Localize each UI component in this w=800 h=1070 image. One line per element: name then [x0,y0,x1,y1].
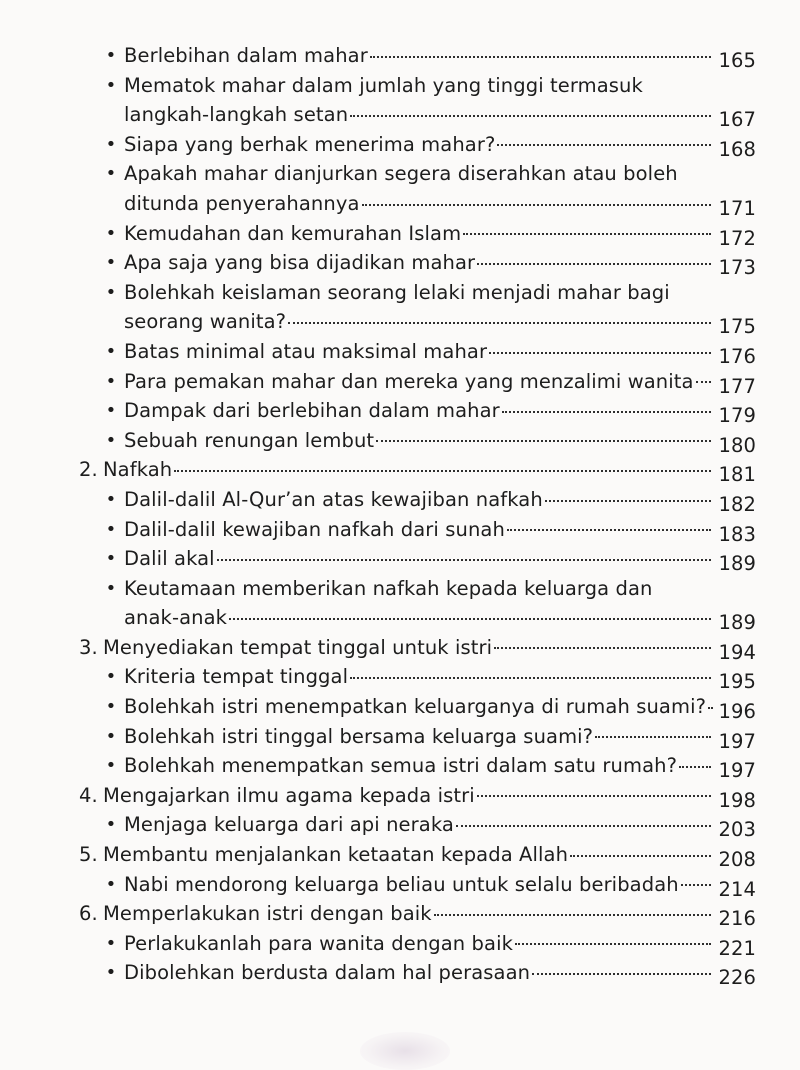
entry-leader-line [124,100,756,130]
bullet-marker: • [105,696,117,718]
page-number: 182 [718,492,756,516]
entry-body [124,662,800,692]
page-number: 168 [718,137,756,161]
entry-body [124,71,800,130]
dot-leader [434,914,711,916]
entry-title-line: Mematok mahar dalam jumlah yang tinggi termasuk [124,73,643,97]
dot-leader [502,411,711,413]
entry-title: Bolehkah istri menempatkan keluarganya di rumah suami? [124,695,707,719]
entry-title: Dibolehkan berdusta dalam hal perasaan [124,961,531,985]
entry-body [124,248,800,278]
bullet-marker: • [105,577,117,599]
page-number: 180 [718,433,756,457]
toc-subentry [0,426,800,456]
dot-leader [463,233,711,235]
dot-leader [595,736,711,738]
bullet-marker: • [105,340,117,362]
table-of-contents [0,41,800,988]
toc-section-entry [0,899,800,929]
entry-body [124,485,800,515]
entry-leader-line [124,810,756,840]
entry-leader-line [124,307,756,337]
entry-body [124,544,800,574]
entry-title: Dalil akal [124,547,215,571]
entry-title: Nabi mendorong keluarga beliau untuk selalu beribadah [124,872,679,896]
bullet-marker: • [105,45,117,66]
page-number: 181 [718,463,756,487]
entry-title: ditunda penyerahannya [124,191,360,215]
entry-title: seorang wanita? [124,310,287,334]
entry-title: Dalil-dalil Al-Qur’an atas kewajiban nafkah [124,487,543,511]
dot-leader [679,766,711,768]
entry-body [124,515,800,545]
bullet-marker: • [105,962,117,984]
dot-leader [489,352,711,354]
page-number: 208 [718,848,756,872]
dot-leader [362,204,711,206]
toc-subentry [0,367,800,397]
bullet-marker: • [105,163,117,185]
entry-body [124,426,800,456]
entry-title: Mengajarkan ilmu agama kepada istri [103,783,475,807]
page-number: 176 [718,344,756,368]
entry-body [103,840,800,870]
dot-leader [497,144,711,146]
page-number: 177 [718,374,756,398]
entry-leader-line [124,337,756,367]
page-number: 226 [718,966,756,990]
page-number: 171 [718,196,756,220]
entry-body [124,278,800,337]
entry-body [103,899,800,929]
page-number: 167 [718,108,756,132]
dot-leader [494,647,711,649]
toc-section-entry [0,781,800,811]
page-number: 203 [718,818,756,842]
toc-subentry [0,248,800,278]
bullet-marker: • [105,400,117,422]
entry-leader-line [124,603,756,633]
entry-title: Siapa yang berhak menerima mahar? [124,132,496,156]
bullet-marker: • [105,548,117,570]
page-number: 195 [718,670,756,694]
section-number: 5. [79,843,98,867]
entry-title: Batas minimal atau maksimal mahar [124,339,488,363]
entry-title: Membantu menjalankan ketaatan kepada Allah [103,843,569,867]
entry-title: Menyediakan tempat tinggal untuk istri [103,635,493,659]
dot-leader [507,529,711,531]
entry-body [103,633,800,663]
toc-subentry [0,722,800,752]
toc-subentry [0,159,800,218]
page-number: 196 [718,700,756,724]
toc-subentry [0,278,800,337]
section-number: 4. [79,783,98,807]
dot-leader [376,440,711,442]
toc-subentry [0,751,800,781]
dot-leader [477,263,711,265]
entry-body [124,41,800,71]
dot-leader [350,115,711,117]
bullet-marker: • [105,429,117,451]
entry-body [124,810,800,840]
bullet-marker: • [105,222,117,244]
entry-body [124,722,800,752]
page-number: 172 [718,226,756,250]
page-number: 175 [718,315,756,339]
dot-leader [708,707,711,709]
entry-body [103,781,800,811]
toc-subentry [0,810,800,840]
bullet-marker: • [105,370,117,392]
dot-leader [696,381,711,383]
page-number: 197 [718,729,756,753]
entry-title: Menjaga keluarga dari api neraka [124,813,454,837]
entry-title: Kriteria tempat tinggal [124,665,349,689]
toc-section-entry [0,455,800,485]
entry-title: Bolehkah istri tinggal bersama keluarga suami? [124,724,594,748]
toc-subentry [0,574,800,633]
page-number: 197 [718,759,756,783]
section-number: 3. [79,635,98,659]
dot-leader [477,795,711,797]
page-number: 189 [718,611,756,635]
bullet-marker: • [105,873,117,895]
bullet-marker: • [105,133,117,155]
toc-subentry [0,544,800,574]
bullet-marker: • [105,252,117,274]
entry-title: Nafkah [103,458,173,482]
entry-body [124,958,800,988]
toc-subentry [0,958,800,988]
print-smudge [360,1032,450,1070]
entry-leader-line [124,929,756,959]
entry-body [103,455,800,485]
entry-leader-line [124,544,756,574]
section-number: 2. [79,458,98,482]
entry-leader-line [124,692,756,722]
dot-leader [288,322,711,324]
bullet-marker: • [105,666,117,688]
entry-leader-line [124,41,756,71]
entry-title-line: Keutamaan memberikan nafkah kepada keluarga dan [124,576,653,600]
entry-body [124,130,800,160]
entry-title: Para pemakan mahar dan mereka yang menzalimi wanita [124,369,694,393]
entry-leader-line [103,899,756,929]
entry-body [124,929,800,959]
toc-subentry [0,870,800,900]
entry-title: Sebuah renungan lembut [124,428,375,452]
dot-leader [174,470,711,472]
entry-leader-line [124,219,756,249]
toc-subentry [0,130,800,160]
bullet-marker: • [105,932,117,954]
page-number: 173 [718,256,756,280]
entry-leader-line [124,485,756,515]
toc-section-entry [0,840,800,870]
page-number: 214 [718,877,756,901]
bullet-marker: • [105,725,117,747]
entry-title: Kemudahan dan kemurahan Islam [124,221,462,245]
page-number: 189 [718,552,756,576]
entry-title: Apa saja yang bisa dijadikan mahar [124,251,476,275]
entry-leader-line [124,396,756,426]
toc-subentry [0,219,800,249]
entry-body [124,870,800,900]
page-number: 216 [718,907,756,931]
toc-subentry [0,41,800,71]
dot-leader [217,559,711,561]
dot-leader [515,943,711,945]
entry-body [124,396,800,426]
dot-leader [350,677,711,679]
page-number: 165 [718,49,756,72]
entry-title: Dalil-dalil kewajiban nafkah dari sunah [124,517,505,541]
entry-title: Memperlakukan istri dengan baik [103,902,432,926]
bullet-marker: • [105,74,117,96]
toc-section-entry [0,633,800,663]
entry-leader-line [124,662,756,692]
entry-title: Bolehkah menempatkan semua istri dalam satu rumah? [124,754,678,778]
entry-body [124,337,800,367]
page-number: 198 [718,788,756,812]
dot-leader [532,973,711,975]
entry-leader-line [124,367,756,397]
entry-body [124,159,800,218]
entry-leader-line [124,722,756,752]
page-number: 183 [718,522,756,546]
entry-leader-line [103,455,756,485]
entry-leader-line [124,189,756,219]
toc-subentry [0,515,800,545]
entry-leader-line [103,633,756,663]
bullet-marker: • [105,814,117,836]
entry-leader-line [124,870,756,900]
toc-subentry [0,929,800,959]
entry-leader-line [124,248,756,278]
entry-leader-line [124,130,756,160]
page-number: 194 [718,640,756,664]
dot-leader [229,618,711,620]
toc-subentry [0,692,800,722]
bullet-marker: • [105,281,117,303]
entry-body [124,219,800,249]
toc-subentry [0,71,800,130]
entry-body [124,367,800,397]
page-number: 221 [718,936,756,960]
entry-leader-line [103,840,756,870]
dot-leader [570,855,711,857]
toc-subentry [0,396,800,426]
entry-leader-line [124,426,756,456]
bullet-marker: • [105,755,117,777]
entry-body [124,692,800,722]
entry-title: Berlebihan dalam mahar [124,44,368,67]
entry-body [124,574,800,633]
dot-leader [456,825,711,827]
entry-leader-line [124,751,756,781]
dot-leader [681,884,711,886]
entry-title: Dampak dari berlebihan dalam mahar [124,399,500,423]
entry-leader-line [124,958,756,988]
entry-title-line: Apakah mahar dianjurkan segera diserahkan atau boleh [124,162,678,186]
toc-subentry [0,485,800,515]
bullet-marker: • [105,518,117,540]
dot-leader [545,500,711,502]
entry-title: anak-anak [124,606,228,630]
toc-subentry [0,662,800,692]
entry-title: langkah-langkah setan [124,103,349,127]
page-number: 179 [718,404,756,428]
dot-leader [370,56,711,58]
entry-title: Perlakukanlah para wanita dengan baik [124,931,513,955]
toc-subentry [0,337,800,367]
bullet-marker: • [105,488,117,510]
entry-title-line: Bolehkah keislaman seorang lelaki menjadi mahar bagi [124,280,670,304]
entry-leader-line [103,781,756,811]
section-number: 6. [79,902,98,926]
entry-body [124,751,800,781]
entry-leader-line [124,515,756,545]
